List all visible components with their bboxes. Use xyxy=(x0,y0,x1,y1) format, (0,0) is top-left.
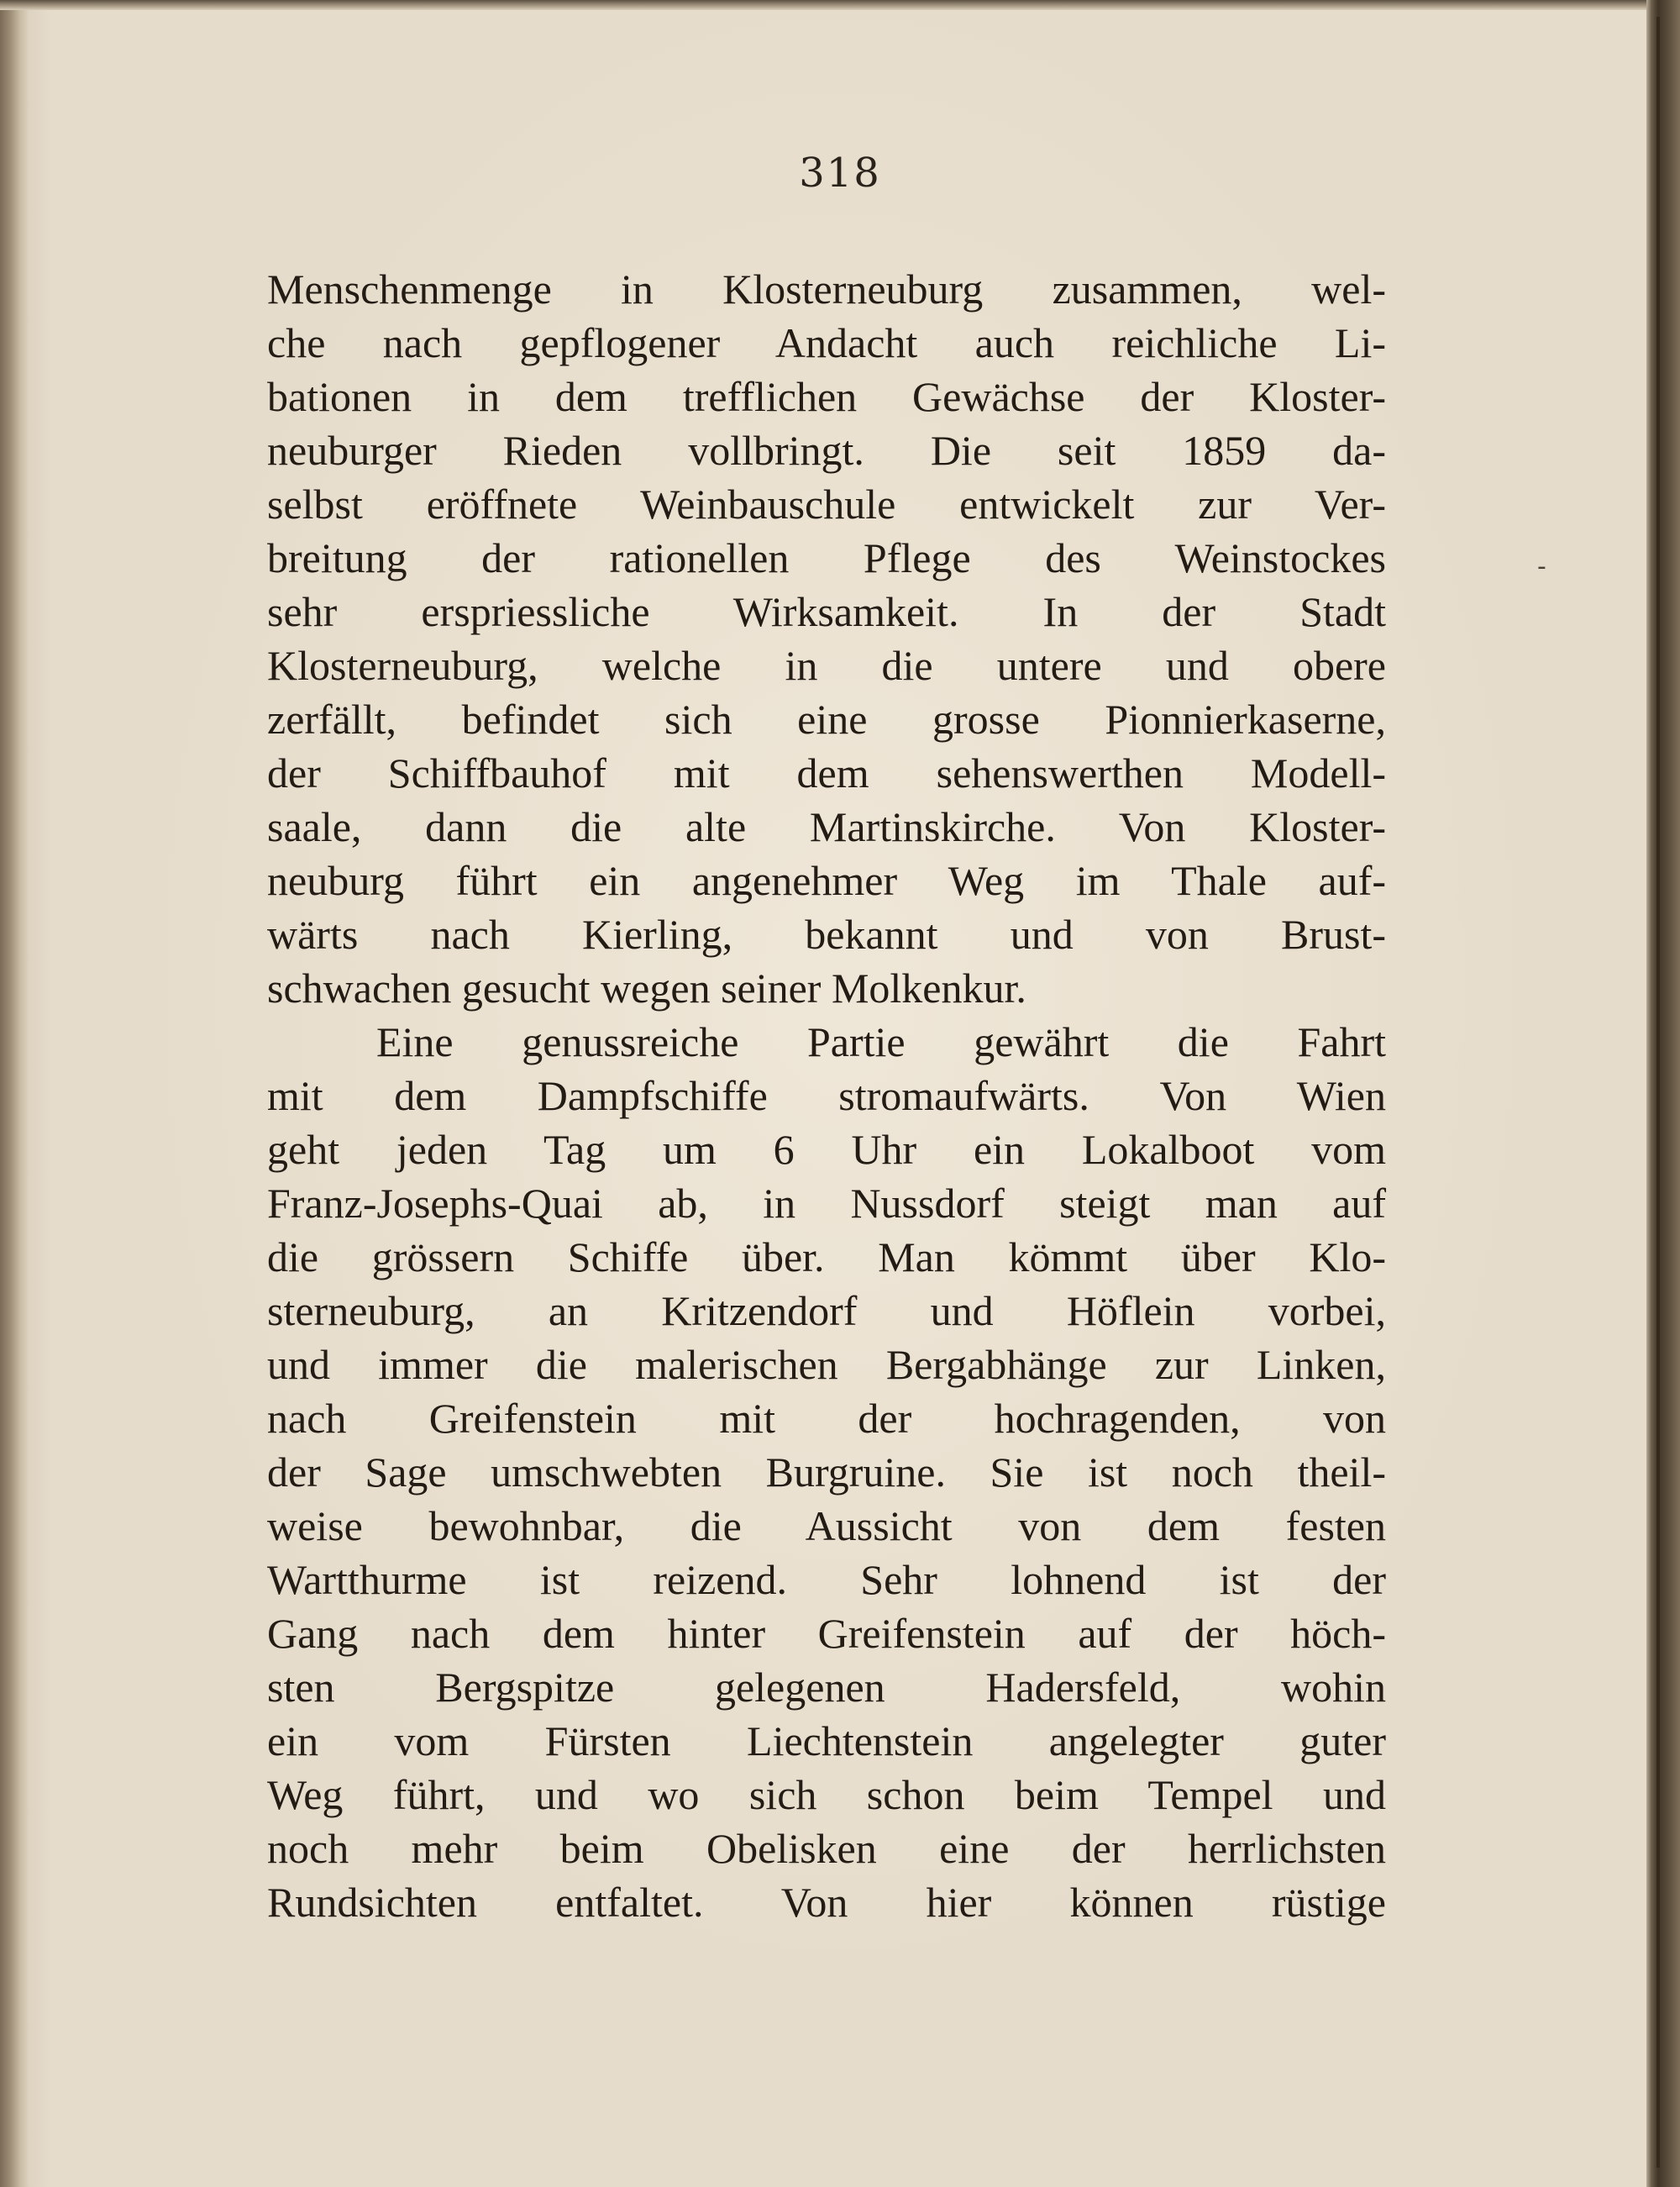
text-line: che nach gepflogener Andacht auch reichliche Li- xyxy=(267,319,1386,366)
text-line: zerfällt, befindet sich eine grosse Pionnierkaserne, xyxy=(267,696,1386,743)
text-line: Rundsichten entfaltet. Von hier können rüstige xyxy=(267,1879,1386,1926)
text-line: bationen in dem trefflichen Gewächse der Kloster- xyxy=(267,373,1386,420)
text-line: wärts nach Kierling, bekannt und von Brust- xyxy=(267,911,1386,958)
text-line: geht jeden Tag um 6 Uhr ein Lokalboot vom xyxy=(267,1126,1386,1173)
text-line: der Schiffbauhof mit dem sehenswerthen Modell- xyxy=(267,749,1386,796)
text-line: der Sage umschwebten Burgruine. Sie ist noch theil- xyxy=(267,1448,1386,1496)
text-line: die grössern Schiffe über. Man kömmt über Klo- xyxy=(267,1233,1386,1280)
page-top-edge xyxy=(0,0,1680,10)
book-binding xyxy=(1646,0,1680,2187)
text-line: neuburger Rieden vollbringt. Die seit 1859 da- xyxy=(267,427,1386,474)
body-text xyxy=(267,262,1386,1929)
text-line: und immer die malerischen Bergabhänge zur Linken, xyxy=(267,1341,1386,1388)
text-line: weise bewohnbar, die Aussicht von dem festen xyxy=(267,1502,1386,1549)
text-line: ein vom Fürsten Liechtenstein angelegter guter xyxy=(267,1717,1386,1764)
text-line: Weg führt, und wo sich schon beim Tempel und xyxy=(267,1771,1386,1818)
paragraph-start-line: Eine genussreiche Partie gewährt die Fahrt xyxy=(376,1018,1386,1065)
text-line: noch mehr beim Obelisken eine der herrlichsten xyxy=(267,1825,1386,1872)
text-line: Wartthurme ist reizend. Sehr lohnend ist der xyxy=(267,1556,1386,1603)
text-line: sterneuburg, an Kritzendorf und Höflein vorbei, xyxy=(267,1287,1386,1334)
text-line: Klosterneuburg, welche in die untere und obere xyxy=(267,642,1386,689)
text-line: Gang nach dem hinter Greifenstein auf der höch- xyxy=(267,1610,1386,1657)
text-line: saale, dann die alte Martinskirche. Von Kloster- xyxy=(267,803,1386,850)
stray-ink-mark: - xyxy=(1537,552,1546,581)
text-line: breitung der rationellen Pflege des Weinstockes xyxy=(267,534,1386,581)
binding-crease xyxy=(1656,17,1660,2168)
paragraph-end-line: schwachen gesucht wegen seiner Molkenkur. xyxy=(267,965,1026,1012)
text-line: neuburg führt ein angenehmer Weg im Thale auf- xyxy=(267,857,1386,904)
text-line: mit dem Dampfschiffe stromaufwärts. Von Wien xyxy=(267,1072,1386,1119)
text-line: Franz-Josephs-Quai ab, in Nussdorf steigt man auf xyxy=(267,1180,1386,1227)
text-line: nach Greifenstein mit der hochragenden, von xyxy=(267,1395,1386,1442)
text-line: sten Bergspitze gelegenen Hadersfeld, wohin xyxy=(267,1664,1386,1711)
text-line: sehr erspriessliche Wirksamkeit. In der Stadt xyxy=(267,588,1386,635)
text-line: Menschenmenge in Klosterneuburg zusammen, wel- xyxy=(267,265,1386,313)
text-line: selbst eröffnete Weinbauschule entwickelt zur Ver- xyxy=(267,481,1386,528)
page-left-edge xyxy=(0,0,29,2187)
page-number: 318 xyxy=(799,150,881,197)
